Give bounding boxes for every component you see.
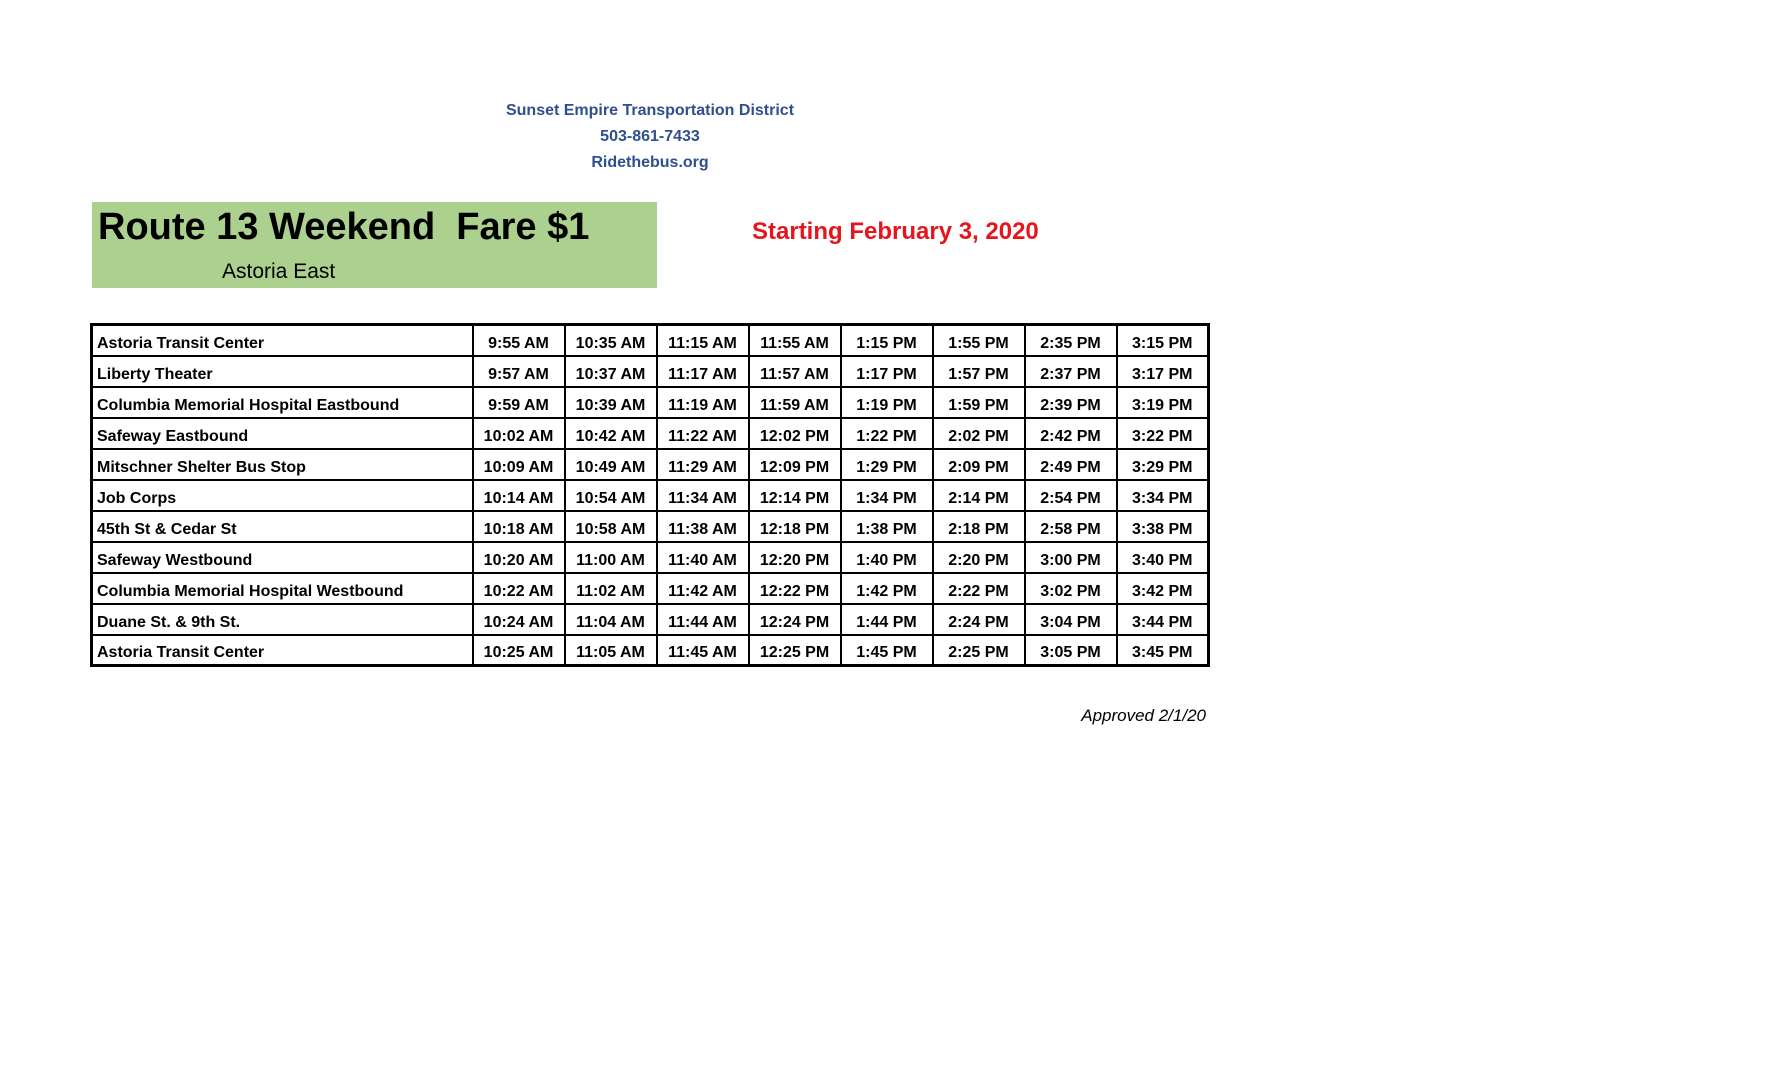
table-row [92, 387, 1209, 418]
departure-time: 11:45 AM [657, 635, 749, 666]
departure-time: 10:42 AM [565, 418, 657, 449]
departure-time: 10:20 AM [473, 542, 565, 573]
departure-time: 10:49 AM [565, 449, 657, 480]
departure-time: 2:39 PM [1025, 387, 1117, 418]
departure-time: 12:18 PM [749, 511, 841, 542]
departure-time: 10:25 AM [473, 635, 565, 666]
departure-time: 10:14 AM [473, 480, 565, 511]
departure-time: 9:59 AM [473, 387, 565, 418]
stop-name: Liberty Theater [92, 356, 473, 387]
departure-time: 2:49 PM [1025, 449, 1117, 480]
departure-time: 2:18 PM [933, 511, 1025, 542]
departure-time: 3:34 PM [1117, 480, 1209, 511]
departure-time: 2:24 PM [933, 604, 1025, 635]
departure-time: 10:02 AM [473, 418, 565, 449]
departure-time: 3:45 PM [1117, 635, 1209, 666]
org-header [430, 98, 870, 176]
departure-time: 1:55 PM [933, 325, 1025, 356]
departure-time: 1:57 PM [933, 356, 1025, 387]
departure-time: 11:57 AM [749, 356, 841, 387]
departure-time: 2:14 PM [933, 480, 1025, 511]
departure-time: 1:29 PM [841, 449, 933, 480]
table-row [92, 604, 1209, 635]
stop-name: Columbia Memorial Hospital Westbound [92, 573, 473, 604]
departure-time: 1:15 PM [841, 325, 933, 356]
table-row [92, 449, 1209, 480]
stop-name: Safeway Westbound [92, 542, 473, 573]
departure-time: 12:22 PM [749, 573, 841, 604]
departure-time: 11:44 AM [657, 604, 749, 635]
departure-time: 10:54 AM [565, 480, 657, 511]
table-row [92, 356, 1209, 387]
departure-time: 12:25 PM [749, 635, 841, 666]
org-website: Ridethebus.org [591, 154, 709, 171]
departure-time: 1:45 PM [841, 635, 933, 666]
departure-time: 1:22 PM [841, 418, 933, 449]
departure-time: 12:09 PM [749, 449, 841, 480]
departure-time: 11:29 AM [657, 449, 749, 480]
departure-time: 9:57 AM [473, 356, 565, 387]
table-row [92, 418, 1209, 449]
table-row [92, 511, 1209, 542]
departure-time: 3:22 PM [1117, 418, 1209, 449]
stop-name: Duane St. & 9th St. [92, 604, 473, 635]
departure-time: 10:58 AM [565, 511, 657, 542]
departure-time: 10:39 AM [565, 387, 657, 418]
departure-time: 2:37 PM [1025, 356, 1117, 387]
departure-time: 11:34 AM [657, 480, 749, 511]
departure-time: 11:38 AM [657, 511, 749, 542]
departure-time: 11:22 AM [657, 418, 749, 449]
departure-time: 2:54 PM [1025, 480, 1117, 511]
departure-time: 2:25 PM [933, 635, 1025, 666]
departure-time: 11:04 AM [565, 604, 657, 635]
departure-time: 2:22 PM [933, 573, 1025, 604]
departure-time: 1:38 PM [841, 511, 933, 542]
departure-time: 11:19 AM [657, 387, 749, 418]
departure-time: 3:05 PM [1025, 635, 1117, 666]
departure-time: 3:40 PM [1117, 542, 1209, 573]
departure-time: 1:59 PM [933, 387, 1025, 418]
departure-time: 3:29 PM [1117, 449, 1209, 480]
departure-time: 11:40 AM [657, 542, 749, 573]
stop-name: Safeway Eastbound [92, 418, 473, 449]
table-row [92, 480, 1209, 511]
departure-time: 11:05 AM [565, 635, 657, 666]
departure-time: 3:02 PM [1025, 573, 1117, 604]
departure-time: 12:14 PM [749, 480, 841, 511]
departure-time: 10:24 AM [473, 604, 565, 635]
schedule-body [92, 325, 1209, 666]
table-row [92, 325, 1209, 356]
departure-time: 1:40 PM [841, 542, 933, 573]
departure-time: 1:17 PM [841, 356, 933, 387]
departure-time: 3:42 PM [1117, 573, 1209, 604]
departure-time: 2:09 PM [933, 449, 1025, 480]
route-title: Route 13 Weekend Fare $1 [98, 206, 590, 248]
departure-time: 3:04 PM [1025, 604, 1117, 635]
table-row [92, 573, 1209, 604]
start-date-notice: Starting February 3, 2020 [752, 218, 1039, 245]
departure-time: 3:15 PM [1117, 325, 1209, 356]
stop-name: Columbia Memorial Hospital Eastbound [92, 387, 473, 418]
org-name: Sunset Empire Transportation District [505, 102, 795, 119]
departure-time: 11:42 AM [657, 573, 749, 604]
departure-time: 3:17 PM [1117, 356, 1209, 387]
departure-time: 11:59 AM [749, 387, 841, 418]
departure-time: 1:42 PM [841, 573, 933, 604]
departure-time: 3:19 PM [1117, 387, 1209, 418]
table-row [92, 635, 1209, 666]
departure-time: 3:38 PM [1117, 511, 1209, 542]
departure-time: 9:55 AM [473, 325, 565, 356]
departure-time: 2:20 PM [933, 542, 1025, 573]
stop-name: Job Corps [92, 480, 473, 511]
stop-name: 45th St & Cedar St [92, 511, 473, 542]
stop-name: Astoria Transit Center [92, 635, 473, 666]
departure-time: 11:00 AM [565, 542, 657, 573]
departure-time: 3:00 PM [1025, 542, 1117, 573]
departure-time: 10:18 AM [473, 511, 565, 542]
route-subtitle: Astoria East [222, 260, 336, 283]
departure-time: 12:24 PM [749, 604, 841, 635]
departure-time: 2:58 PM [1025, 511, 1117, 542]
org-phone: 503-861-7433 [600, 128, 700, 145]
departure-time: 10:09 AM [473, 449, 565, 480]
departure-time: 10:22 AM [473, 573, 565, 604]
departure-time: 11:17 AM [657, 356, 749, 387]
departure-time: 12:02 PM [749, 418, 841, 449]
departure-time: 12:20 PM [749, 542, 841, 573]
stop-name: Mitschner Shelter Bus Stop [92, 449, 473, 480]
departure-time: 10:37 AM [565, 356, 657, 387]
table-row [92, 542, 1209, 573]
departure-time: 3:44 PM [1117, 604, 1209, 635]
departure-time: 11:15 AM [657, 325, 749, 356]
departure-time: 10:35 AM [565, 325, 657, 356]
departure-time: 1:19 PM [841, 387, 933, 418]
departure-time: 2:42 PM [1025, 418, 1117, 449]
departure-time: 2:02 PM [933, 418, 1025, 449]
schedule-table [90, 323, 1210, 667]
departure-time: 11:55 AM [749, 325, 841, 356]
approved-note: Approved 2/1/20 [1081, 706, 1206, 725]
departure-time: 1:34 PM [841, 480, 933, 511]
departure-time: 2:35 PM [1025, 325, 1117, 356]
departure-time: 11:02 AM [565, 573, 657, 604]
route-title-box [92, 202, 657, 288]
departure-time: 1:44 PM [841, 604, 933, 635]
stop-name: Astoria Transit Center [92, 325, 473, 356]
